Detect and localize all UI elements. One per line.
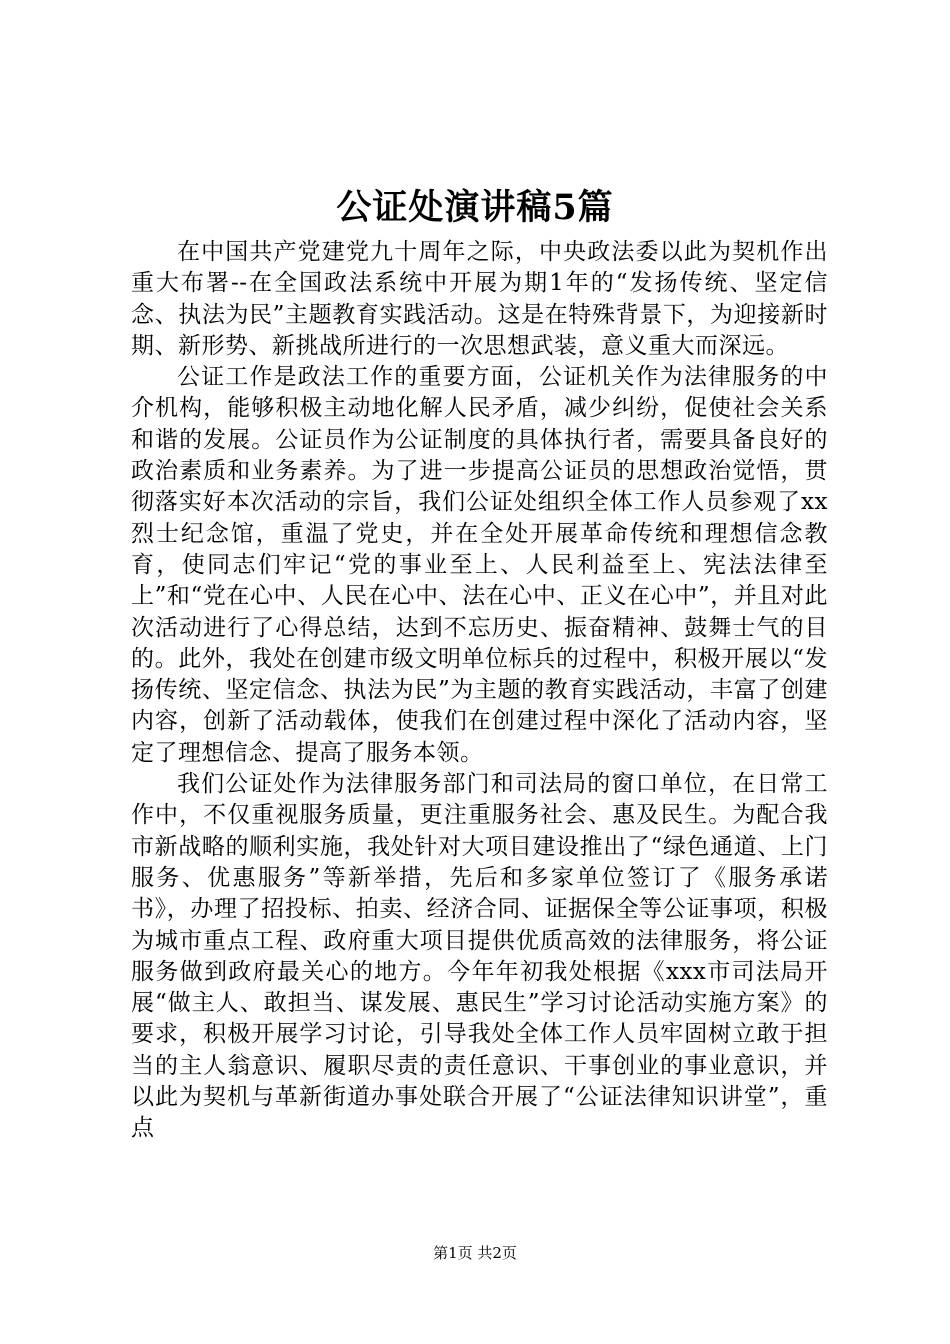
paragraph-2: 公证工作是政法工作的重要方面，公证机关作为法律服务的中介机构，能够积极主动地化解人民矛盾，减少纠纷，促使社会关系和谐的发展。公证员作为公证制度的具体执行者，需要具备良好的政治素质和业务素养。为了进一步提高公证员的思想政治觉悟，贯彻落实好本次活动的宗旨，我们公证处组织全体工作人员参观了xx烈士纪念馆，重温了党史，并在全处开展革命传统和理想信念教育，使同志们牢记“党的事业至上、人民利益至上、宪法法律至上”和“党在心中、人民在心中、法在心中、正义在心中”，并且对此次活动进行了心得总结，达到不忘历史、振奋精神、鼓舞士气的目的。此外，我处在创建市级文明单位标兵的过程中，积极开展以“发扬传统、坚定信念、执法为民”为主题的教育实践活动，丰富了创建内容，创新了活动载体，使我们在创建过程中深化了活动内容，坚定了理想信念、提高了服务本领。 bbox=[131, 364, 828, 766]
page-number-footer: 第1页 共2页 bbox=[433, 1244, 517, 1262]
document-title: 公证处演讲稿5篇 bbox=[336, 187, 614, 228]
paragraph-1: 在中国共产党建党九十周年之际，中央政法委以此为契机作出重大布署--在全国政法系统中开展为期1年的“发扬传统、坚定信念、执法为民”主题教育实践活动。这是在特殊背景下，为迎接新时期、新形势、新挑战所进行的一次思想武装，意义重大而深远。 bbox=[131, 239, 828, 359]
document-body bbox=[131, 237, 828, 1145]
paragraph-3: 我们公证处作为法律服务部门和司法局的窗口单位，在日常工作中，不仅重视服务质量，更注重服务社会、惠及民生。为配合我市新战略的顺利实施，我处针对大项目建设推出了“绿色通道、上门服务、优惠服务”等新举措，先后和多家单位签订了《服务承诺书》，办理了招投标、拍卖、经济合同、证据保全等公证事项，积极为城市重点工程、政府重大项目提供优质高效的法律服务，将公证服务做到政府最关心的地方。今年年初我处根据《xxx市司法局开展“做主人、敢担当、谋发展、惠民生”学习讨论活动实施方案》的要求，积极开展学习讨论，引导我处全体工作人员牢固树立敢于担当的主人翁意识、履职尽责的责任意识、干事创业的事业意识，并以此为契机与革新街道办事处联合开展了“公证法律知识讲堂”，重点 bbox=[131, 771, 828, 1142]
